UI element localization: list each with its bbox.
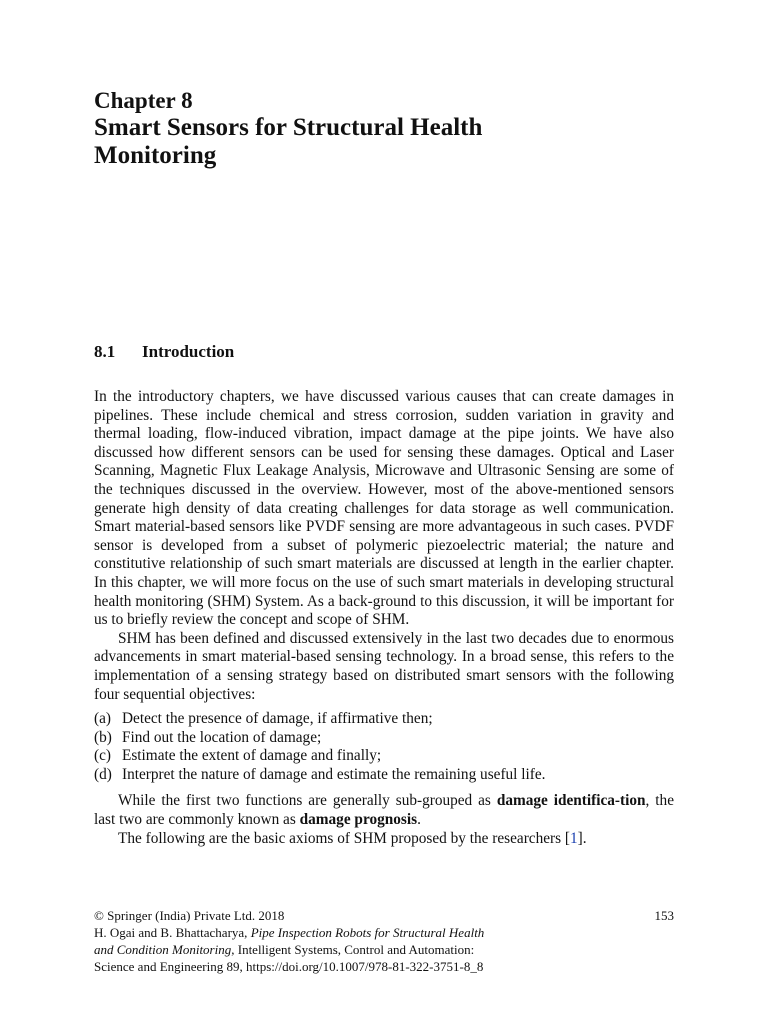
list-item-label: (a) [94,710,111,728]
damage-prognosis-term: damage prognosis [299,811,418,829]
paragraph-3-text: While the first two functions are generally sub-grouped as [118,792,497,810]
citation-line-1 [94,924,674,941]
copyright: © Springer (India) Private Ltd. 2018 [94,908,285,923]
paragraph-2: SHM has been defined and discussed extensively in the last two decades due to enormous advancements in smart material-based sensing technology. In a broad sense, this refers to the implementation of a sensing strategy based on distributed smart sensors with the following four sequential objectives: [94,629,674,703]
authors: H. Ogai and B. Bhattacharya, [94,925,251,940]
series: , Intelligent Systems, Control and Automation: [231,942,475,957]
list-item-text: Estimate the extent of damage and finally; [122,747,382,765]
paragraph-1: In the introductory chapters, we have discussed various causes that can create damages in pipelines. These include chemical and stress corrosion, sudden variation in gravity and thermal loading, flow-induced vibration, impact damage at the pipe joints. We have also discussed how different sensors can be used for sensing these damages. Optical and Laser Scanning, Magnetic Flux Leakage Analysis, Microwave and Ultrasonic Sensing are some of the techniques discussed in the overview. However, most of the above-mentioned sensors generate high density of data creating challenges for data storage as well communication. Smart material-based sensors like PVDF sensing are more advantageous in such cases. PVDF sensor is developed from a subset of polymeric piezoelectric material; the nature and constitutive relationship of such smart materials are discussed at length in the earlier chapter. In this chapter, we will more focus on the use of such smart materials in developing structural health monitoring (SHM) System. As a back-ground to this discussion, it will be important for us to briefly review the concept and scope of SHM. [94,388,674,629]
chapter-title-line2: Monitoring [94,142,217,169]
list-item-label: (c) [94,747,111,765]
list-item [94,710,674,729]
list-item [94,729,674,748]
list-item-text: Find out the location of damage; [122,728,322,746]
paragraph-3-text: , the last two are commonly known as [94,792,674,829]
list-item [94,747,674,766]
section-heading [94,342,234,362]
paragraph-4 [94,830,674,849]
section-number: 8.1 [94,342,116,361]
page [94,88,674,974]
list-item [94,766,674,785]
list-item-label: (b) [94,728,112,746]
paragraph-4-text: The following are the basic axioms of SHM proposed by the researchers [ [118,829,570,847]
citation-link[interactable]: 1 [569,829,578,847]
chapter-title-line1: Smart Sensors for Structural Health [94,114,483,141]
book-title-part1: Pipe Inspection Robots for Structural Health [250,925,485,940]
list-item-label: (d) [94,765,112,783]
damage-identification-term: damage identifica-tion [496,792,646,810]
citation-line-3: Science and Engineering 89, https://doi.org/10.1007/978-81-322-3751-8_8 [94,959,484,974]
citation-line-2 [94,941,674,958]
chapter-title [94,114,674,170]
chapter-label: Chapter 8 [94,88,193,113]
body-text [94,388,674,848]
list-item-text: Interpret the nature of damage and estimate the remaining useful life. [122,765,546,783]
page-number: 153 [654,908,674,923]
page-footer [94,907,674,975]
book-title-part2: and Condition Monitoring [94,942,232,957]
paragraph-3-text: . [417,811,421,829]
objectives-list [94,710,674,784]
paragraph-3 [94,792,674,829]
section-title: Introduction [142,342,235,361]
list-item-text: Detect the presence of damage, if affirmative then; [122,710,433,728]
paragraph-4-text: ]. [577,829,587,847]
